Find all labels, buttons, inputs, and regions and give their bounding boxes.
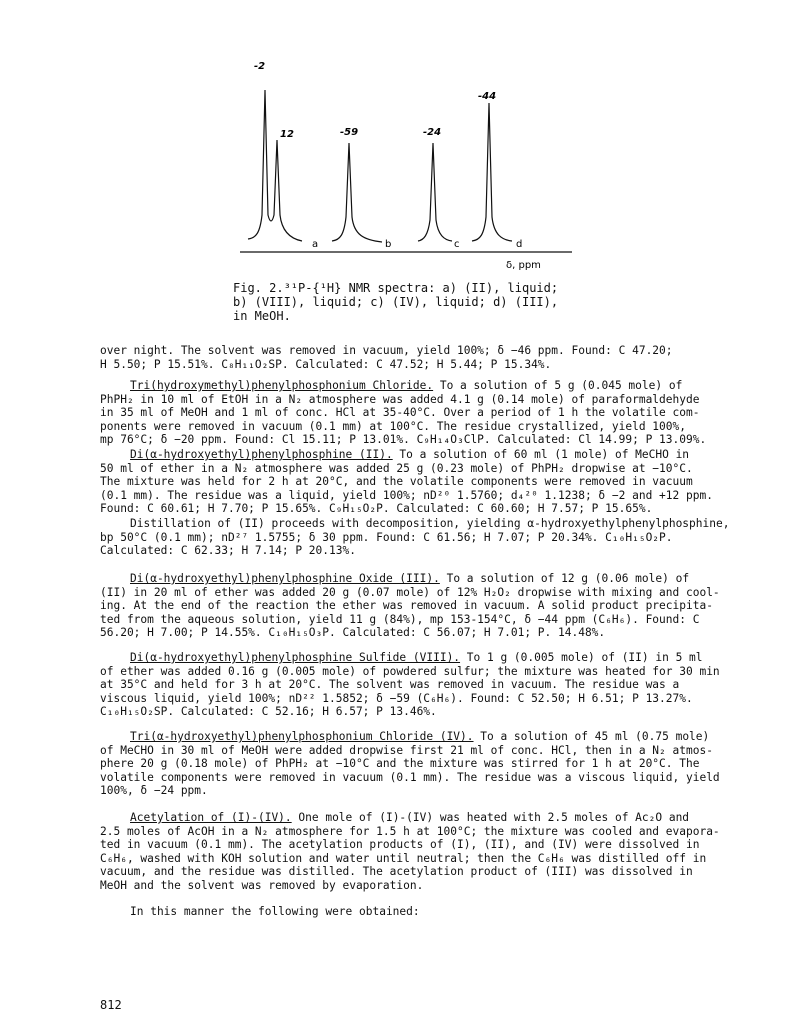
delta-axis-label: δ, ppm xyxy=(506,260,541,270)
spectrum-trace-a xyxy=(248,90,302,241)
spectrum-trace-d xyxy=(472,103,512,241)
text-line: viscous liquid, yield 100%; nD²² 1.5852; δ −59 (C₆H₆). Found: C 52.50; H 6.51; P 13.27%. xyxy=(100,691,693,705)
text-line: In this manner the following were obtained: xyxy=(130,905,420,918)
text-line: MeOH and the solvent was removed by evaporation. xyxy=(100,878,424,892)
text-line-first xyxy=(100,448,730,462)
text-line: To a solution of 45 ml (0.75 mole) xyxy=(473,730,710,743)
spectrum-label-b: b xyxy=(385,239,392,250)
text-line: 100%, δ −24 ppm. xyxy=(100,784,208,798)
text-line: To a solution of 5 g (0.045 mole) of xyxy=(433,379,683,392)
paragraph-di-hydroxyethyl-phosphine xyxy=(100,448,730,516)
text-line: at 35°C and held for 3 h at 20°C. The solvent was removed in vacuum. The residue was a xyxy=(100,678,680,692)
paragraph-acetylation xyxy=(100,811,730,893)
text-line: 2.5 moles of AcOH in a N₂ atmosphere for 1.5 h at 100°C; the mixture was cooled and evapora- xyxy=(100,824,720,838)
peak-label-c: -24 xyxy=(423,127,442,138)
text-line: Distillation of (II) proceeds with decomposition, yielding α-hydroxyethylphenylphosphine, xyxy=(130,517,730,530)
text-line-first xyxy=(100,730,730,744)
text-line: H 5.50; P 15.51%. C₈H₁₁O₂SP. Calculated: C 47.52; H 5.44; P 15.34%. xyxy=(100,357,552,371)
text-line: To a solution of 60 ml (1 mole) of MeCHO in xyxy=(392,448,690,461)
figure-caption: Fig. 2.³¹P-{¹H} NMR spectra: a) (II), liquid; b) (VIII), liquid; c) (IV), liquid; d) (III), in MeOH. xyxy=(233,281,559,323)
text-line: C₁₀H₁₅O₂SP. Calculated: C 52.16; H 6.57; P 13.46%. xyxy=(100,705,437,719)
text-line: C₆H₆, washed with KOH solution and water until neutral; then the C₆H₆ was distilled off in xyxy=(100,851,707,865)
peak-label-b: -59 xyxy=(340,127,359,138)
text-line: Found: C 60.61; H 7.70; P 15.65%. C₉H₁₅O₂P. Calculated: C 60.60; H 7.57; P 15.65%. xyxy=(100,502,653,516)
text-line: phere 20 g (0.18 mole) of PhPH₂ at −10°C and the mixture was stirred for 1 h at 20°C. The xyxy=(100,757,700,771)
text-line: Calculated: C 62.33; H 7.14; P 20.13%. xyxy=(100,544,356,558)
paragraph-tri-hydroxymethyl xyxy=(100,379,730,447)
paragraph-obtained xyxy=(100,905,730,919)
text-line: The mixture was held for 2 h at 20°C, and the volatile components were removed in vacuum xyxy=(100,475,693,489)
nmr-spectra-plot xyxy=(240,55,580,270)
text-line: in 35 ml of MeOH and 1 ml of conc. HCl at 35-40°C. Over a period of 1 h the volatile com- xyxy=(100,406,700,420)
text-line: ted in vacuum (0.1 mm). The acetylation products of (I), (II), and (IV) were dissolved in xyxy=(100,838,700,852)
text-line-first xyxy=(100,572,730,586)
spectrum-label-a: a xyxy=(312,239,319,250)
text-line-first xyxy=(100,651,730,665)
section-heading: Tri(α-hydroxyethyl)phenylphosphonium Chloride (IV). xyxy=(130,730,474,743)
section-heading: Di(α-hydroxyethyl)phenylphosphine Oxide (III). xyxy=(130,572,440,585)
page-number: 812 xyxy=(100,998,122,1012)
paragraph-distillation xyxy=(100,517,730,558)
nmr-figure xyxy=(240,55,580,270)
text-line: ted from the aqueous solution, yield 11 g (84%), mp 153-154°C, δ −44 ppm (C₆H₆). Found: C xyxy=(100,612,700,626)
text-line: of MeCHO in 30 ml of MeOH were added dropwise first 21 ml of conc. HCl, then in a N₂ atmos- xyxy=(100,743,713,757)
paragraph-continuation xyxy=(100,344,730,371)
spectrum-label-c: c xyxy=(454,239,460,250)
text-line: ing. At the end of the reaction the ether was removed in vacuum. A solid product precipita- xyxy=(100,599,713,613)
text-line: One mole of (I)-(IV) was heated with 2.5 moles of Ac₂O and xyxy=(291,811,690,824)
spectrum-trace-c xyxy=(418,143,452,241)
text-line: volatile components were removed in vacuum (0.1 mm). The residue was a viscous liquid, yield xyxy=(100,770,720,784)
text-line: mp 76°C; δ −20 ppm. Found: Cl 15.11; P 13.01%. C₉H₁₄O₃ClP. Calculated: Cl 14.99; P 13.09%. xyxy=(100,433,707,447)
section-heading: Di(α-hydroxyethyl)phenylphosphine (II). xyxy=(130,448,393,461)
peak-label-d: -44 xyxy=(478,91,497,102)
section-heading: Acetylation of (I)-(IV). xyxy=(130,811,292,824)
text-line: PhPH₂ in 10 ml of EtOH in a N₂ atmosphere was added 4.1 g (0.14 mole) of paraformaldehyde xyxy=(100,392,700,406)
text-line-first xyxy=(100,379,730,393)
text-line: (0.1 mm). The residue was a liquid, yield 100%; nD²⁰ 1.5760; d₄²⁰ 1.1238; δ −2 and +12 ppm. xyxy=(100,488,713,502)
text-line: To a solution of 12 g (0.06 mole) of xyxy=(439,572,690,585)
text-line: ponents were removed in vacuum (0.1 mm) at 100°C. The residue crystallized, yield 100%, xyxy=(100,419,686,433)
text-line: 50 ml of ether in a N₂ atmosphere was added 25 g (0.23 mole) of PhPH₂ dropwise at −10°C. xyxy=(100,461,693,475)
peak-label-a-top: -2 xyxy=(254,61,266,72)
spectrum-trace-b xyxy=(332,143,382,242)
text-line: To 1 g (0.005 mole) of (II) in 5 ml xyxy=(460,651,703,664)
text-line: over night. The solvent was removed in vacuum, yield 100%; δ −46 ppm. Found: C 47.20; xyxy=(100,344,673,357)
paragraph-phosphonium-chloride xyxy=(100,730,730,798)
section-heading: Di(α-hydroxyethyl)phenylphosphine Sulfide (VIII). xyxy=(130,651,461,664)
text-line: (II) in 20 ml of ether was added 20 g (0.07 mole) of 12% H₂O₂ dropwise with mixing and cool- xyxy=(100,585,720,599)
text-line: of ether was added 0.16 g (0.005 mole) of powdered sulfur; the mixture was heated for 30 min xyxy=(100,664,720,678)
peak-label-a-second: 12 xyxy=(280,129,294,140)
text-line: bp 50°C (0.1 mm); nD²⁷ 1.5755; δ 30 ppm. Found: C 61.56; H 7.07; P 20.34%. C₁₀H₁₅O₂P. xyxy=(100,530,673,544)
text-line: vacuum, and the residue was distilled. The acetylation product of (III) was dissolved in xyxy=(100,865,693,879)
section-heading: Tri(hydroxymethyl)phenylphosphonium Chloride. xyxy=(130,379,434,392)
paragraph-phosphine-oxide xyxy=(100,572,730,640)
text-line: 56.20; H 7.00; P 14.55%. C₁₀H₁₅O₃P. Calculated: C 56.07; H 7.01; P. 14.48%. xyxy=(100,626,606,640)
spectrum-label-d: d xyxy=(516,239,523,250)
text-line-first xyxy=(100,811,730,825)
paragraph-phosphine-sulfide xyxy=(100,651,730,719)
